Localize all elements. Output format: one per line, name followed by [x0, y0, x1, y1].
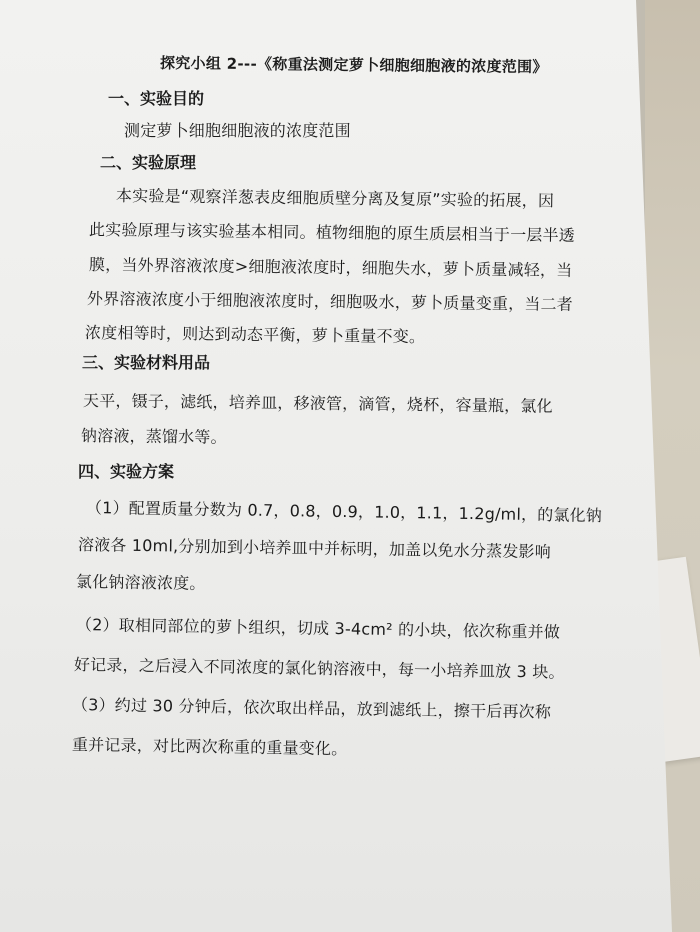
section-line: 此实验原理与该实验基本相同。植物细胞的原生质层相当于一层半透 [88, 220, 576, 245]
section-line: （1）配置质量分数为 0.7，0.8，0.9，1.0，1.1，1.2g/ml，的氯化钠 [85, 498, 603, 526]
document-title: 探究小组 2---《称重法测定萝卜细胞细胞液的浓度范围》 [159, 54, 548, 77]
section-line: （3）约过 30 分钟后，依次取出样品，放到滤纸上，擦干后再次称 [71, 695, 552, 722]
section-line: 钠溶液，蒸馏水等。 [80, 426, 227, 447]
section-line: 膜，当外界溶液浓度>细胞液浓度时，细胞失水，萝卜质量减轻，当 [88, 255, 573, 280]
section-line: 浓度相等时，则达到动态平衡，萝卜重量不变。 [84, 323, 426, 347]
section-heading-plan: 四、实验方案 [78, 462, 175, 481]
section-line: 测定萝卜细胞细胞液的浓度范围 [124, 121, 351, 140]
section-heading-purpose: 一、实验目的 [108, 89, 205, 108]
section-line: 好记录，之后浸入不同浓度的氯化钠溶液中，每一小培养皿放 3 块。 [73, 655, 565, 682]
section-heading-principle: 二、实验原理 [100, 153, 197, 172]
section-line: （2）取相同部位的萝卜组织，切成 3-4cm² 的小块，依次称重并做 [75, 615, 561, 642]
section-heading-materials: 三、实验材料用品 [82, 353, 211, 372]
section-line: 氯化钠溶液浓度。 [75, 572, 206, 594]
section-line: 天平，镊子，滤纸，培养皿，移液管，滴管，烧杯，容量瓶，氯化 [82, 391, 553, 416]
section-line: 重并记录，对比两次称重的重量变化。 [71, 735, 348, 759]
section-line: 溶液各 10ml,分别加到小培养皿中并标明，加盖以免水分蒸发影响 [77, 535, 552, 562]
section-line: 外界溶液浓度小于细胞液浓度时，细胞吸水，萝卜质量变重，当二者 [86, 289, 574, 314]
section-line: 本实验是“观察洋葱表皮细胞质壁分离及复原”实验的拓展，因 [115, 186, 555, 211]
